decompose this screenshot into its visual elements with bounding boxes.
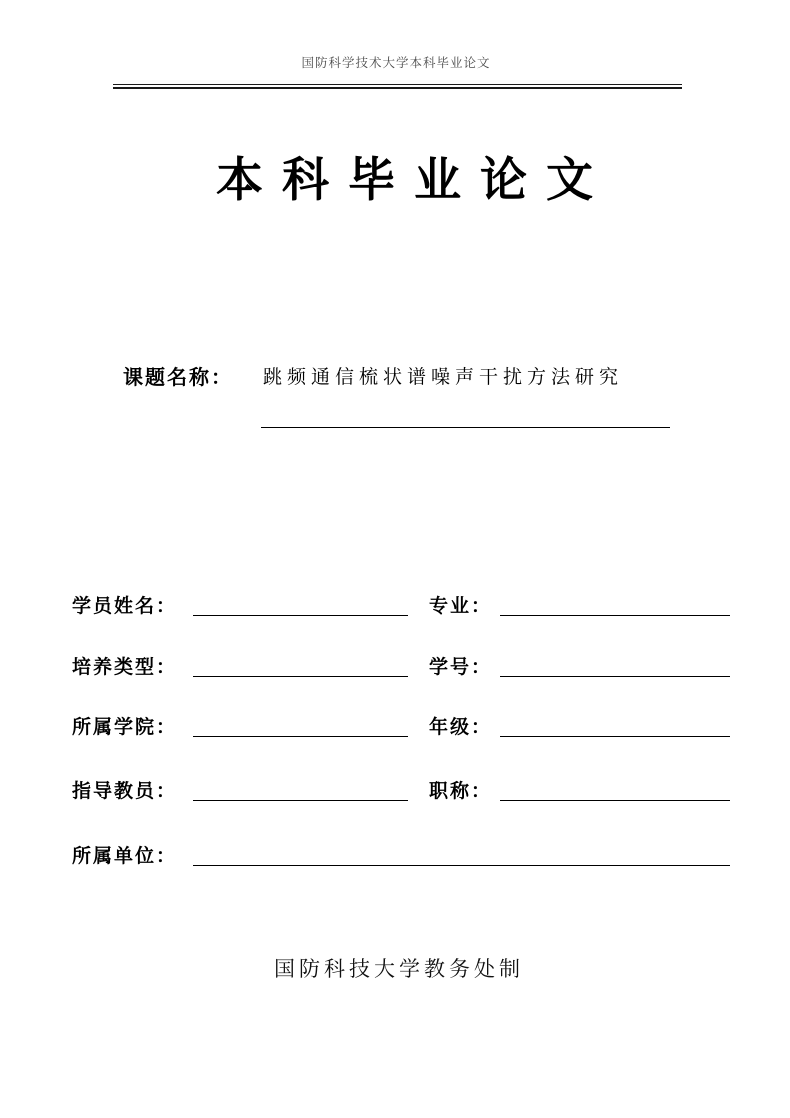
major-label: 专业： <box>429 595 493 617</box>
form-row-unit <box>0 841 790 871</box>
grade-label: 年级： <box>429 716 493 738</box>
footer-imprint: 国防科技大学教务处制 <box>274 957 524 981</box>
form-row-student-name <box>0 591 790 621</box>
header-double-rule <box>113 84 682 89</box>
unit-label: 所属单位： <box>72 845 178 867</box>
running-header: 国防科学技术大学本科毕业论文 <box>301 55 491 70</box>
grade-blank-line <box>500 736 730 737</box>
student-id-blank-line <box>500 676 730 677</box>
page-title: 本科毕业论文 <box>216 153 612 208</box>
student-id-label: 学号： <box>429 656 493 678</box>
advisor-label: 指导教员： <box>72 780 178 802</box>
advisor-blank-line <box>193 800 408 801</box>
topic-label: 课题名称： <box>123 365 233 389</box>
student-name-label: 学员姓名： <box>72 595 178 617</box>
form-row-advisor <box>0 776 790 806</box>
training-type-label: 培养类型： <box>72 656 178 678</box>
major-blank-line <box>500 615 730 616</box>
student-name-blank-line <box>193 615 408 616</box>
advisor-title-blank-line <box>500 800 730 801</box>
form-row-training-type <box>0 652 790 682</box>
college-label: 所属学院： <box>72 716 178 738</box>
unit-blank-line <box>193 865 730 866</box>
topic-row <box>0 361 790 395</box>
advisor-title-label: 职称： <box>429 780 493 802</box>
topic-value: 跳频通信梳状谱噪声干扰方法研究 <box>263 366 624 388</box>
training-type-blank-line <box>193 676 408 677</box>
topic-blank-underline <box>261 427 670 428</box>
college-blank-line <box>193 736 408 737</box>
form-row-college <box>0 712 790 742</box>
